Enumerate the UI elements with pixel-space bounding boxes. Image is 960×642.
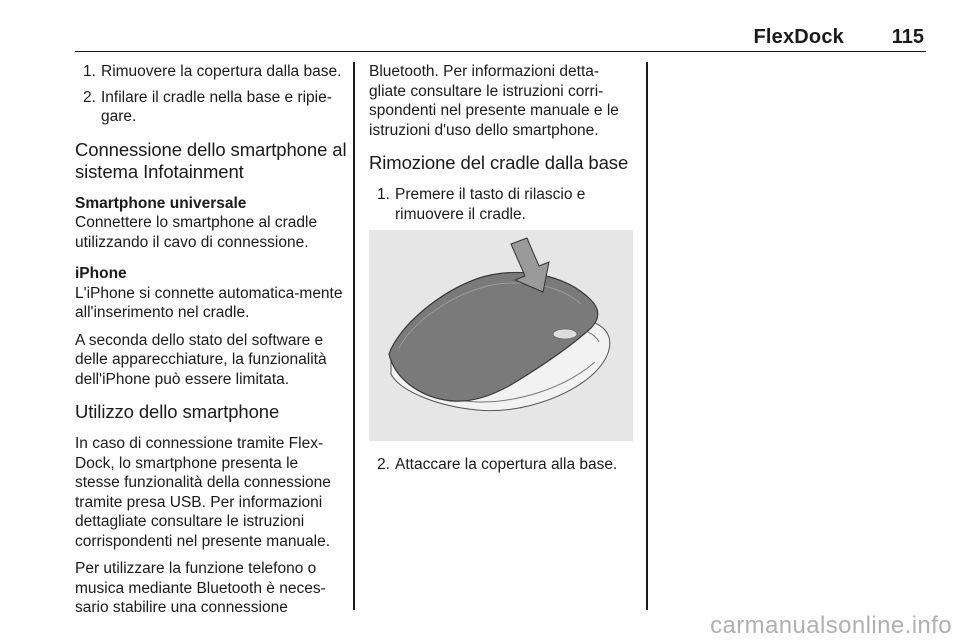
column-middle <box>369 62 635 481</box>
subheading-iphone: iPhone <box>75 265 127 282</box>
column-left <box>75 62 347 626</box>
step-text: Infilare il cradle nella base e ripie-gare. <box>101 88 332 125</box>
step-text: Premere il tasto di rilascio e rimuovere il cradle. <box>395 186 586 223</box>
illustration-cradle-removal <box>369 230 633 441</box>
paragraph-usage: In caso di connessione tramite Flex-Dock, lo smartphone presenta le stesse funzionalità della connessione tramite presa USB. Per informazioni dettagliate consultare le istruzioni corrispondenti nel presente manuale. <box>75 435 331 550</box>
heading-usage: Utilizzo dello smartphone <box>75 401 280 422</box>
step-number: 1. <box>83 63 96 80</box>
paragraph-universal: Connettere lo smartphone al cradle utilizzando il cavo di connessione. <box>75 214 318 251</box>
column-divider <box>353 62 355 610</box>
heading-removal: Rimozione del cradle dalla base <box>369 152 629 173</box>
list-item <box>75 62 347 82</box>
list-item <box>75 88 347 127</box>
step-text: Rimuovere la copertura dalla base. <box>101 63 342 80</box>
step-number: 2. <box>83 88 96 106</box>
paragraph-iphone-limits: A seconda dello stato del software e delle apparecchiature, la funzionalità dell'iPhone può essere limitata. <box>75 331 327 388</box>
step-text: Attaccare la copertura alla base. <box>395 456 618 473</box>
list-item <box>369 185 635 224</box>
step-number: 2. <box>377 456 390 473</box>
paragraph-iphone: L'iPhone si connette automatica-mente all'inserimento nel cradle. <box>75 284 343 321</box>
paragraph-bluetooth-continued: Bluetooth. Per informazioni detta-gliate consultare le istruzioni corri-spondenti nel presente manuale e le istruzioni d'uso dello smartphone. <box>369 63 619 139</box>
page-number: 115 <box>891 26 924 48</box>
subheading-universal-smartphone: Smartphone universale <box>75 194 247 212</box>
column-divider <box>646 62 648 610</box>
steps-list-removal-continued <box>369 455 635 475</box>
list-item <box>369 455 635 475</box>
step-number: 1. <box>377 186 390 203</box>
watermark: carmanualsonline.info <box>710 612 952 639</box>
section-title: FlexDock <box>753 26 844 48</box>
steps-list-attach <box>75 62 347 127</box>
page-header <box>75 22 926 52</box>
steps-list-removal <box>369 185 635 224</box>
heading-connection: Connessione dello smartphone al sistema Infotainment <box>75 138 347 182</box>
cradle-illustration-svg <box>369 230 633 441</box>
paragraph-bluetooth-start: Per utilizzare la funzione telefono o musica mediante Bluetooth è neces-sario stabilire una connessione <box>75 560 326 616</box>
